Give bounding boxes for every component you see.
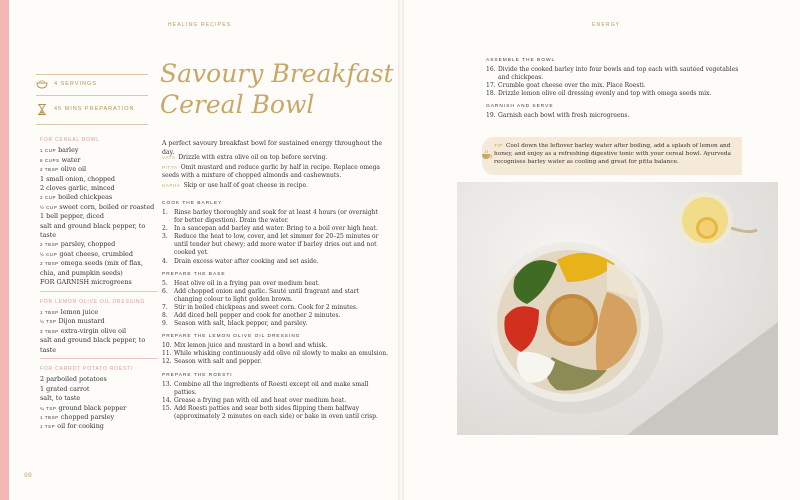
method-step (162, 342, 388, 350)
ingredient-text: 1 small onion, chopped (40, 174, 115, 183)
ingredient-qty: 2 TBSP (40, 242, 59, 248)
tip-box (482, 137, 742, 175)
method-step (162, 320, 388, 328)
step-number: 6. (162, 287, 168, 295)
ingredient-item (40, 375, 158, 384)
meta-rule-bottom (36, 124, 148, 125)
ingredient-section-heading: FOR CEREAL BOWL (40, 137, 100, 143)
ingredient-text: 1 grated carrot (40, 384, 90, 393)
dosha-label: KAPHA (162, 182, 181, 188)
step-text: Garnish each bowl with fresh microgreens. (498, 112, 630, 120)
ingredient-item (40, 193, 158, 202)
meta-rule-top (36, 74, 148, 75)
ingredient-qty: 1 TSP (40, 424, 56, 430)
ingredient-item (40, 336, 158, 355)
ingredient-qty: ¼ TSP (40, 405, 57, 411)
tip-label: TIP (494, 143, 503, 148)
bowl-photo-illustration (457, 182, 778, 435)
ingredient-qty: 6 CUPS (40, 157, 60, 163)
step-text: Season with salt and pepper. (174, 358, 262, 366)
dosha-label: VATA (162, 155, 176, 160)
method-step (162, 280, 388, 288)
ingredient-text: extra-virgin olive oil (60, 326, 127, 335)
ingredient-item (40, 156, 158, 165)
page-number: 98 (24, 472, 33, 479)
ingredient-text: salt and ground black pepper, to taste (40, 221, 146, 240)
step-text: Mix lemon juice and mustard in a bowl and whisk. (174, 342, 328, 350)
dosha-text: Skip or use half of goat cheese in recipe. (183, 181, 308, 189)
method-step (162, 350, 388, 358)
ingredient-item (40, 422, 158, 431)
ingredient-item (40, 175, 158, 184)
ingredient-qty: 3 TBSP (40, 328, 59, 334)
method-step (162, 288, 388, 304)
method-heading: GARNISH AND SERVE (486, 104, 554, 110)
ingredient-text: barley (58, 146, 79, 155)
step-number: 13. (162, 380, 172, 388)
step-number: 14. (162, 396, 172, 404)
step-number: 2. (162, 225, 168, 233)
step-number: 17. (486, 82, 496, 90)
ingredient-section-rule (40, 291, 158, 292)
method-group (162, 334, 388, 366)
method-step (162, 209, 388, 225)
ingredient-qty: ½ CUP (40, 251, 58, 257)
ingredient-text: lemon juice (60, 307, 99, 316)
method-step (162, 312, 388, 320)
ingredient-text: salt, to taste (40, 394, 81, 403)
step-number: 9. (162, 320, 168, 328)
ingredient-text: 2 cloves garlic, minced (40, 184, 115, 193)
ingredient-item (40, 413, 158, 422)
step-number: 5. (162, 279, 168, 287)
prep-row (36, 104, 135, 114)
step-text: Crumble goat cheese over the mix. Place Roesti. (498, 82, 646, 90)
step-number: 16. (486, 66, 496, 73)
ingredient-qty: ½ TSP (40, 319, 57, 325)
recipe-title-line1: Savoury Breakfast (160, 59, 394, 88)
ingredients-list (40, 136, 158, 432)
step-number: 10. (162, 342, 172, 350)
ingredient-qty: 1 CUP (40, 148, 57, 154)
step-text: Drizzle lemon olive oil dressing evenly and top with omega seeds mix. (498, 90, 712, 98)
step-text: In a saucepan add barley and water. Bring to a boil over high heat. (174, 225, 378, 233)
ingredient-text: omega seeds (mix of flax, chia, and pumpkin seeds) (40, 259, 143, 277)
step-number: 15. (162, 404, 172, 412)
dosha-note (162, 182, 382, 191)
method-steps (162, 201, 388, 427)
dosha-text: Omit mustard and reduce garlic by half in recipe. Replace omega seeds with a mixture of chopped almonds and cashewnuts. (162, 163, 381, 180)
ingredient-item (40, 203, 158, 212)
method-heading: PREPARE THE ROESTI (162, 372, 233, 378)
recipe-photo (457, 182, 778, 435)
recipe-title (160, 58, 400, 120)
ingredient-text: 2 parboiled potatoes (40, 375, 107, 384)
method-step (486, 82, 748, 90)
step-text: Divide the cooked barley into four bowls and top each with sautéed vegetables and chickpeas. (498, 66, 739, 82)
ingredient-section-heading: FOR CARROT POTATO ROESTI (40, 365, 134, 372)
method-steps-continued (486, 58, 748, 126)
ingredient-qty: 2 TBSP (40, 261, 59, 267)
method-step (162, 397, 388, 405)
method-step (162, 358, 388, 366)
ingredient-item (40, 250, 158, 259)
ingredient-item (40, 394, 158, 403)
method-step (486, 66, 748, 82)
ingredient-text: boiled chickpeas (58, 193, 113, 202)
ingredient-item (40, 222, 158, 241)
recipe-title-line2: Cereal Bowl (160, 90, 315, 119)
step-text: Drain excess water after cooking and set aside. (174, 257, 319, 265)
method-group (162, 201, 388, 266)
ingredient-qty: ½ CUP (40, 204, 58, 210)
ingredient-item (40, 308, 158, 317)
step-text: Add diced bell pepper and cook for another 2 minutes. (174, 312, 341, 320)
ingredient-text: water (61, 155, 81, 164)
method-group (162, 272, 388, 329)
step-text: Stir in boiled chickpeas and sweet corn. Cook for 2 minutes. (174, 303, 358, 311)
ingredient-item (40, 385, 158, 394)
ingredient-text: salt and ground black pepper, to taste (40, 336, 146, 354)
ingredient-qty: 2 TBSP (40, 167, 59, 173)
ingredient-text: parsley, chopped (60, 240, 116, 249)
ingredient-qty: 2 CUP (40, 195, 57, 201)
method-heading: COOK THE BARLEY (162, 201, 223, 206)
method-step (162, 381, 388, 397)
method-heading: PREPARE THE BASE (162, 271, 226, 277)
method-group (486, 104, 748, 120)
step-number: 19. (486, 112, 496, 120)
ingredient-item (40, 317, 158, 326)
step-number: 7. (162, 303, 168, 311)
running-header-left: HEALING RECIPES (168, 22, 232, 28)
step-text: While whisking continuously add olive oil slowly to make an emulsion. (174, 350, 388, 358)
ingredient-text: oil for cooking (57, 422, 104, 431)
method-group (162, 373, 388, 421)
ingredient-text: ground black pepper (58, 403, 127, 412)
method-step (486, 112, 748, 120)
ingredient-item (40, 278, 158, 287)
ingredient-text: olive oil (60, 165, 87, 174)
method-heading: ASSEMBLE THE BOWL (486, 58, 556, 63)
ingredient-item (40, 146, 158, 155)
ingredient-item (40, 404, 158, 413)
ingredient-item (40, 165, 158, 174)
method-step (486, 90, 748, 98)
method-step (162, 258, 388, 266)
method-heading: PREPARE THE LEMON OLIVE OIL DRESSING (162, 334, 301, 340)
ingredient-text: FOR GARNISH microgreens (40, 278, 132, 287)
method-group (486, 58, 748, 98)
step-number: 3. (162, 233, 168, 241)
step-number: 12. (162, 358, 172, 366)
hourglass-icon (36, 104, 48, 114)
method-step (162, 304, 388, 312)
step-number: 11. (162, 350, 172, 358)
page-edge-stripe (0, 0, 9, 500)
servings-row (36, 79, 97, 89)
step-text: Heat olive oil in a frying pan over medium heat. (174, 279, 320, 287)
ingredient-item (40, 327, 158, 336)
recipe-intro: A perfect savoury breakfast bowl for sustained energy throughout the day. (162, 140, 383, 156)
servings-text: 4 SERVINGS (54, 81, 97, 87)
step-text: Grease a frying pan with oil and heat over medium heat. (174, 396, 347, 404)
tip-text: Cool down the leftover barley water after boiling, add a splash of lemon and honey, and enjoy as a refreshing digestive tonic with your cereal bowl. Ayurveda recognises barley water as cooling and great for pitta balance. (494, 143, 731, 165)
ingredient-text: 1 bell pepper, diced (40, 212, 104, 221)
ingredient-section-rule (40, 358, 158, 359)
step-text: Rinse barley thoroughly and soak for at least 4 hours (or overnight for better digestion). Drain the water. (174, 209, 378, 225)
step-text: Reduce the heat to low, cover, and let simmer for 20–25 minutes or until tender but chewy; add more water if barley dries out and not cooked yet. (174, 233, 379, 257)
ingredient-text: chopped parsley (60, 412, 115, 421)
ingredient-qty: 1 TBSP (40, 309, 59, 315)
step-number: 1. (162, 209, 168, 216)
ingredient-text: sweet corn, boiled or roasted (59, 202, 155, 211)
method-step (162, 225, 388, 233)
ingredient-qty: 1 TBSP (40, 414, 59, 420)
step-text: Add chopped onion and garlic. Sauté until fragrant and start changing colour to light golden brown. (174, 287, 359, 303)
step-number: 8. (162, 312, 168, 320)
ingredient-text: Dijon mustard (58, 317, 105, 326)
dosha-notes (162, 154, 382, 191)
step-text: Season with salt, black pepper, and parsley. (174, 320, 308, 328)
step-number: 18. (486, 90, 496, 98)
step-text: Add Roesti patties and sear both sides flipping them halfway (approximately 2 minutes on each side) or bake in oven until crisp. (174, 404, 378, 420)
step-text: Combine all the ingredients of Roesti except oil and make small patties. (174, 380, 369, 396)
tip-icon (481, 145, 493, 164)
ingredient-section-heading: FOR LEMON OLIVE OIL DRESSING (40, 298, 146, 305)
bowl-icon (36, 79, 48, 89)
ingredient-text: goat cheese, crumbled (59, 249, 133, 258)
meta-rule-mid (36, 95, 148, 96)
method-step (162, 233, 388, 257)
ingredient-item (40, 184, 158, 193)
dosha-text: Drizzle with extra olive oil on top before serving. (178, 154, 328, 161)
dosha-label: PITTA (162, 164, 178, 170)
step-number: 4. (162, 257, 168, 265)
prep-text: 45 MINS PREPARATION (54, 106, 135, 112)
tip-content (494, 142, 734, 166)
method-step (162, 405, 388, 421)
ingredient-item (40, 212, 158, 221)
running-header-right: ENERGY (592, 22, 621, 28)
dosha-note (162, 164, 382, 181)
ingredient-item (40, 259, 158, 278)
ingredient-item (40, 240, 158, 249)
dosha-note (162, 154, 382, 163)
